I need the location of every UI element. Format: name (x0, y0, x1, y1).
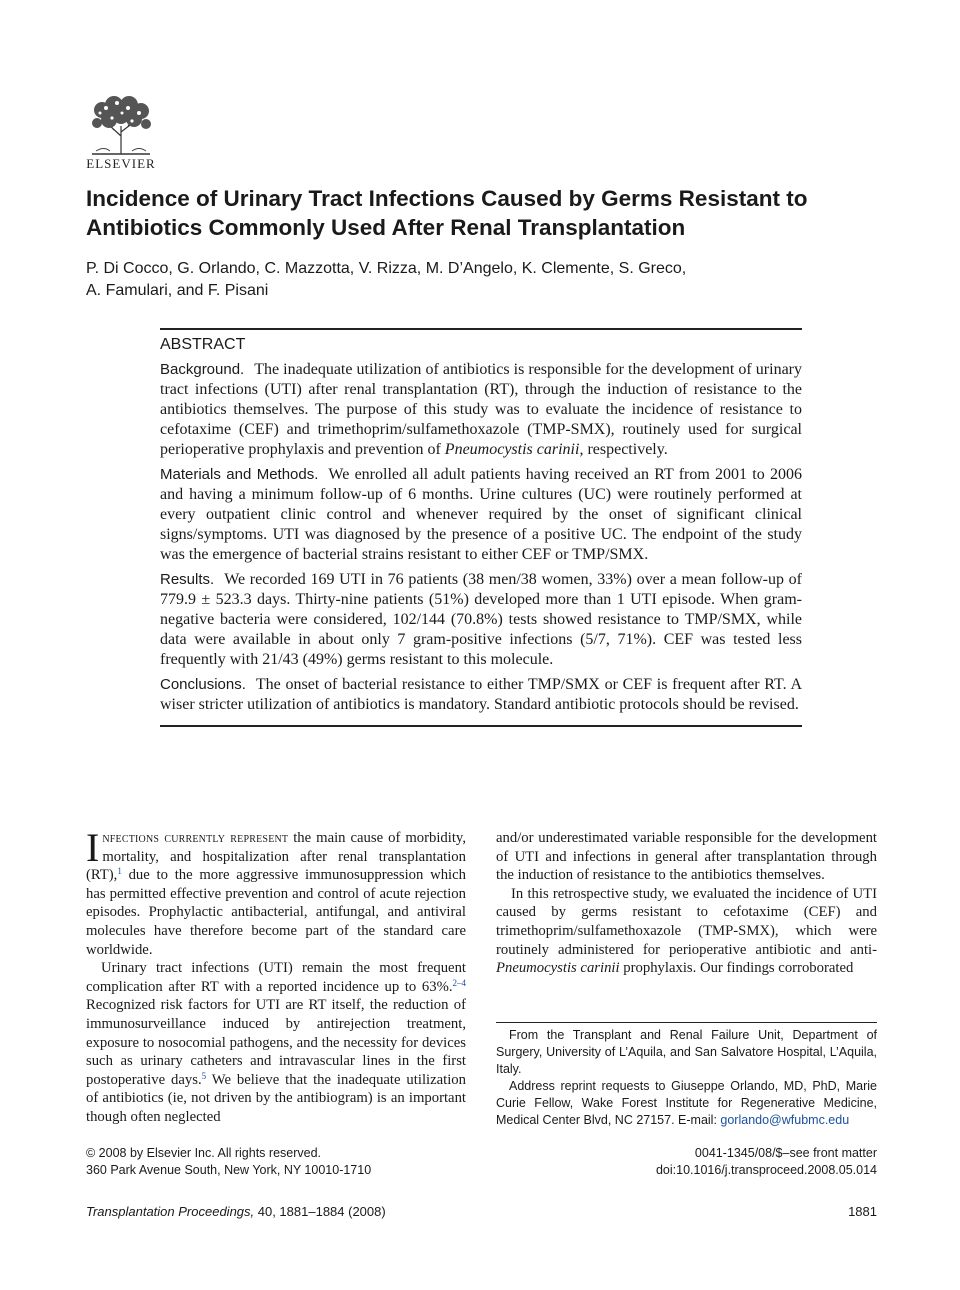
body-text: due to the more aggressive immunosuppression which has permitted effective prevention and control of acute rejection episodes. Prophylactic antibacterial, antifungal, and antiviral molecules have therefore become part of the standard care worldwide. (86, 867, 466, 958)
italic-term: Pneumocystis carinii, (444, 441, 584, 458)
publisher-address: 360 Park Avenue South, New York, NY 10010-1710 (86, 1163, 372, 1177)
body-paragraph (496, 885, 877, 978)
journal-name: Transplantation Proceedings, (86, 1204, 255, 1219)
affiliation-footnote (496, 1027, 877, 1129)
body-text: Urinary tract infections (UTI) remain the most frequent complication after RT with a reported incidence up to 63%. (86, 960, 466, 995)
authors-line: A. Famulari, and F. Pisani (86, 282, 269, 299)
section-label: Materials and Methods. (160, 466, 319, 483)
page-number: 1881 (848, 1204, 877, 1219)
italic-term: Pneumocystis carinii (496, 960, 620, 977)
issn: 0041-1345/08/$–see front matter (694, 1146, 877, 1160)
doi: doi:10.1016/j.transproceed.2008.05.014 (655, 1163, 877, 1177)
abstract-results (160, 570, 802, 670)
elsevier-logo (84, 96, 158, 176)
body-text: prophylaxis. Our findings corroborated (619, 960, 854, 977)
abstract-methods (160, 465, 802, 565)
body-text: Recognized risk factors for UTI are RT itself, the reduction of immunosurveillance induced by antirejection treatment, exposure to nosocomial pathogens, and the necessity for devices such as urinary catheters and intravascular lines in the first postoperative days. (86, 997, 466, 1088)
abstract-box (160, 328, 802, 727)
citation-link[interactable]: 5 (201, 1070, 207, 1081)
body-paragraph (86, 825, 466, 959)
authors-line: P. Di Cocco, G. Orlando, C. Mazzotta, V. Rizza, M. D’Angelo, K. Clemente, S. Greco, (86, 260, 687, 277)
drop-cap: I (86, 825, 100, 870)
body-column-left (86, 825, 466, 1127)
body-column-right (496, 829, 877, 978)
section-label: Background. (160, 361, 245, 378)
body-text: and/or underestimated variable responsible for the development of UTI and infections in general after transplantation through the induction of resistance to the antibiotics themselves. (496, 830, 877, 884)
citation-link[interactable]: 1 (117, 866, 122, 877)
reprint-text: Address reprint requests to Giuseppe Orlando, MD, PhD, Marie Curie Fellow, Wake Forest Institute for Regenerative Medicine, Medical Center Blvd, NC 27157. E-mail: (496, 1079, 877, 1127)
journal-citation (86, 1203, 586, 1221)
section-label: Results. (160, 571, 215, 588)
body-paragraph (496, 829, 877, 885)
abstract-heading: ABSTRACT (160, 336, 246, 353)
copyright-block (86, 1145, 486, 1179)
abstract-text: We enrolled all adult patients having received an RT from 2001 to 2006 and having a minimum follow-up of 6 months. Urine cultures (UC) were routinely performed at every outpatient clinic control and whenever required by the onset of significant clinical signs/symptoms. UTI was diagnosed by the presence of a positive UC. The endpoint of the study was the emergence of bacterial strains resistant to either CEF or TMP/SMX. (160, 466, 802, 563)
lead-in: nfections currently represent (102, 830, 289, 846)
abstract-conclusions (160, 675, 802, 715)
volume-pages: 40, 1881–1884 (2008) (254, 1204, 386, 1219)
body-paragraph (86, 959, 466, 1126)
article-title: Incidence of Urinary Tract Infections Caused by Germs Resistant to Antibiotics Commonly Used After Renal Transplantation (86, 186, 808, 240)
publisher-name: ELSEVIER (86, 156, 156, 171)
abstract-text: The onset of bacterial resistance to either TMP/SMX or CEF is frequent after RT. A wiser stricter utilization of antibiotics is mandatory. Standard antibiotic protocols should be revised. (160, 676, 802, 713)
affiliation-text: From the Transplant and Renal Failure Unit, Department of Surgery, University of L’Aquila, and San Salvatore Hospital, L’Aquila, Italy. (496, 1028, 877, 1076)
body-text: the main cause of morbidity, mortality, and hospitalization after renal transplantation (RT), (86, 830, 466, 884)
section-label: Conclusions. (160, 676, 246, 693)
elsevier-tree-logo-icon (84, 96, 158, 156)
abstract-text: We recorded 169 UTI in 76 patients (38 men/38 women, 33%) over a mean follow-up of 779.9 ± 523.3 days. Thirty-nine patients (51%) developed more than 1 UTI episode. When gram-negative bacteria were considered, 102/144 (70.8%) tests showed resistance to TMP/SMX, while data were available in about only 7 gram-positive infections (5/7, 71%). CEF was tested less frequently with 21/43 (49%) germs resistant to this molecule. (160, 571, 802, 668)
reprint-address (496, 1078, 877, 1129)
abstract-text: The inadequate utilization of antibiotics is responsible for the development of urinary tract infections (UTI) after renal transplantation (RT), through the induction of resistance to the antibiotics themselves. The purpose of this study was to evaluate the incidence of resistance to cefotaxime (CEF) and trimethoprim/sulfamethoxazole (TMP-SMX), routinely used for surgical perioperative prophylaxis and prevention of (160, 361, 802, 458)
identifier-block (560, 1145, 877, 1179)
body-text: We believe that the inadequate utilization of antibiotics (ie, not driven by the antibiogram) is an important though often neglected (86, 1071, 466, 1125)
abstract-text: respectively. (583, 441, 668, 458)
email-link[interactable]: gorlando@wfubmc.edu (720, 1113, 850, 1127)
abstract-background (160, 360, 802, 460)
copyright-notice: © 2008 by Elsevier Inc. All rights reserved. (86, 1146, 322, 1160)
body-text: In this retrospective study, we evaluated the incidence of UTI caused by germs resistant to cefotaxime (CEF) and trimethoprim/sulfamethoxazole (TMP-SMX), which were routinely administered for perioperative antibiotic and anti- (496, 885, 877, 958)
citation-link[interactable]: 2–4 (452, 977, 466, 988)
author-list (86, 258, 876, 302)
footnote-divider (496, 1022, 877, 1023)
